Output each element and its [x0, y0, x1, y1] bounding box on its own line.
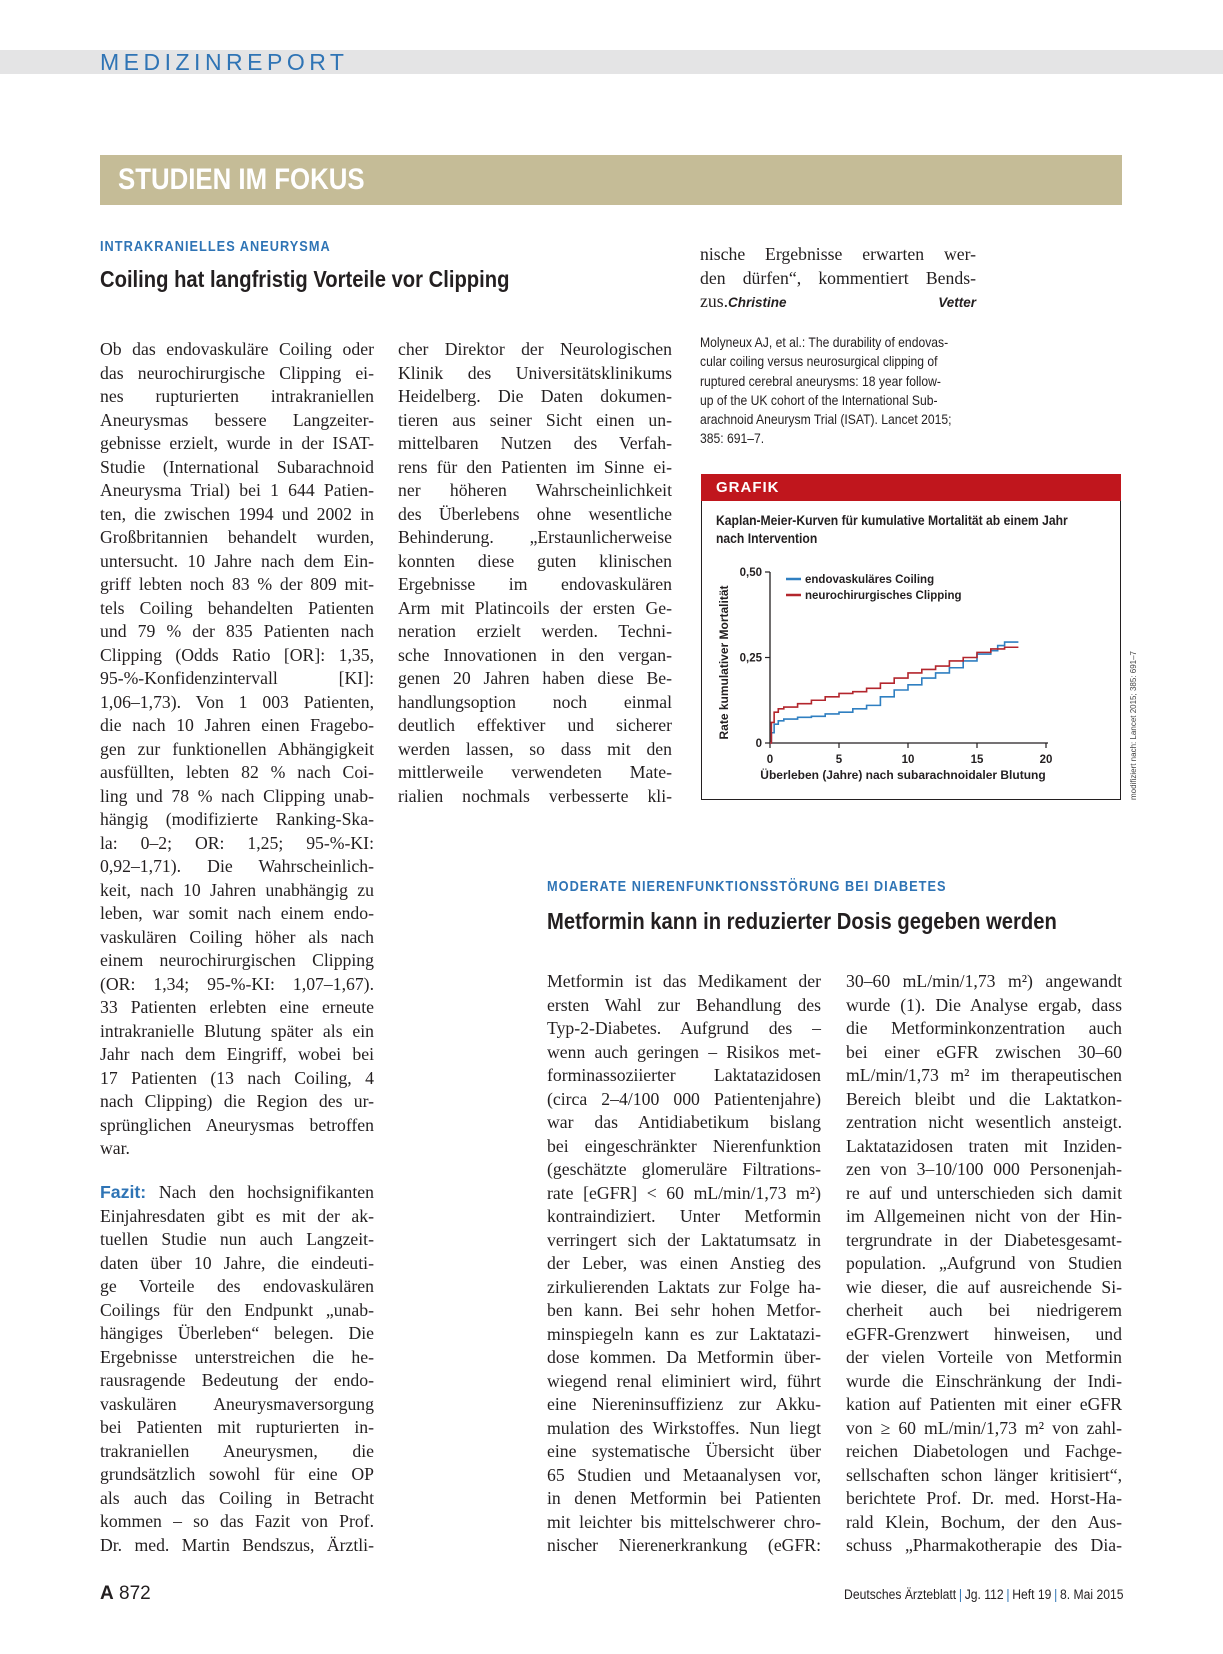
text-line: rate [eGFR] < 60 mL/min/1,73 m²) — [547, 1182, 821, 1203]
text-line: Ob das endovaskuläre Coiling oder — [100, 339, 374, 359]
article2-kicker: MODERATE NIERENFUNKTIONSSTÖRUNG BEI DIABETES — [547, 878, 947, 895]
text-line: la: 0–2; OR: 1,25; 95-%-KI: — [100, 832, 374, 853]
text-line: des Überlebens ohne wesentliche — [398, 503, 672, 524]
text-line: 0,92–1,71). Die Wahrscheinlich- — [100, 856, 374, 876]
legend-label: neurochirurgisches Clipping — [805, 590, 962, 602]
kaplan-meier-chart — [701, 545, 1121, 795]
legend-label: endovaskuläres Coiling — [805, 574, 935, 586]
text-line: tergrundrate in der Diabetesgesamt- — [846, 1229, 1122, 1250]
text-line: cher Direktor der Neurologischen — [398, 339, 672, 359]
text-line: kontraindiziert. Unter Metformin — [547, 1206, 821, 1226]
text-line: konnten diese guten klinischen — [398, 550, 672, 571]
text-line: cherheit auch bei niedrigerem — [846, 1300, 1122, 1320]
text-line: wie dieser, die auf ausreichende Si- — [846, 1276, 1122, 1297]
chart-label: GRAFIK — [716, 479, 780, 496]
text-line: ner höheren Wahrscheinlichkeit — [398, 480, 672, 500]
text-line: vaskulären Aneurysmaversorgung — [100, 1393, 374, 1414]
text-line: zentration nicht wesentlich ansteigt. — [846, 1112, 1122, 1132]
text-line: hängiges Überleben“ belegen. Die — [100, 1323, 374, 1343]
text-line: mulation des Wirkstoffes. Nun liegt — [547, 1417, 821, 1438]
y-axis-label: Rate kumulativer Mortalität — [717, 585, 731, 740]
text-line: kommen – so das Fazit von Prof. — [100, 1511, 374, 1531]
text-line: minspiegeln kann es zur Laktatazi- — [547, 1323, 821, 1344]
reference — [700, 333, 976, 449]
text-line: tieren aus seiner Sicht einen un- — [398, 409, 672, 430]
text-line: Heidelberg. Die Daten dokumen- — [398, 386, 672, 406]
text-line: Aneurysma Trial) bei 1 644 Patien- — [100, 480, 374, 500]
text-line: nische Ergebnisse erwarten wer- — [700, 244, 976, 264]
reference-line: Molyneux AJ, et al.: The durability of endovas- — [700, 335, 949, 350]
page-number: A 872 — [100, 1583, 151, 1604]
text-line: vaskulären Coiling höher als nach — [100, 926, 374, 947]
text-line: rald Klein, Bochum, der den Aus- — [846, 1511, 1122, 1532]
text-line: 33 Patienten erlebten eine erneute — [100, 997, 374, 1017]
text-line: nach Clipping) die Region des ur- — [100, 1091, 374, 1111]
text-line: ten, die zwischen 1994 und 2002 in — [100, 503, 374, 524]
text-line: 1,06–1,73). Von 1 003 Patienten, — [100, 691, 374, 712]
x-tick-label: 0 — [766, 754, 774, 766]
text-line: intrakranielle Blutung später als ein — [100, 1020, 374, 1041]
text-line: und 79 % der 835 Patienten nach — [100, 621, 374, 641]
text-line: war das Antidiabetikum bislang — [547, 1112, 821, 1132]
text-line: ge Vorteile des endovaskulären — [100, 1276, 374, 1296]
text-line: verringert sich der Laktatumsatz in — [547, 1229, 821, 1250]
y-tick-label: 0 — [755, 738, 762, 750]
text-line: rens für den Patienten im Sinne ei- — [398, 456, 672, 477]
text-line: sche Innovationen in den vergan- — [398, 644, 672, 665]
fazit-label: Fazit: — [100, 1182, 147, 1202]
article1-column-2 — [398, 338, 672, 808]
text-line: bei eingeschränkter Nierenfunktion — [547, 1135, 821, 1156]
y-tick-label: 0,25 — [739, 652, 762, 665]
x-tick-label: 20 — [1039, 754, 1053, 766]
reference-line: up of the UK cohort of the International Sub- — [700, 392, 938, 408]
text-line: Typ-2-Diabetes. Aufgrund des – — [547, 1018, 821, 1038]
text-line: den dürfen“, kommentiert Bends- — [700, 267, 976, 288]
text-line: Jahr nach dem Eingriff, wobei bei — [100, 1044, 374, 1064]
text-line: 95-%-Konfidenzintervall [KI]: — [100, 668, 374, 688]
text-line: genen 20 Jahren haben diese Be- — [398, 668, 672, 688]
y-tick-label: 0,50 — [739, 567, 762, 579]
text-line: sellschaften schon länger kritisiert“, — [846, 1464, 1122, 1485]
text-line: Metformin ist das Medikament der — [547, 971, 821, 991]
article1-kicker: INTRAKRANIELLES ANEURYSMA — [100, 238, 331, 255]
text-line: 17 Patienten (13 nach Coiling, 4 — [100, 1067, 374, 1088]
article2-column-1 — [547, 970, 821, 1558]
text-line: mittelbaren Nutzen des Verfah- — [398, 433, 672, 453]
text-line: hängig (modifizierte Ranking-Ska- — [100, 809, 374, 829]
text-line: deutlich effektiver und sicherer — [398, 715, 672, 735]
text-line: eGFR-Grenzwert hinweisen, und — [846, 1323, 1122, 1344]
text-line: Klinik des Universitätsklinikums — [398, 362, 672, 383]
journal-info: Deutsches Ärzteblatt | Jg. 112 | Heft 19 | 8. Mai 2015 — [843, 1587, 1123, 1602]
text-line: (circa 2–4/100 000 Patientenjahre) — [547, 1088, 821, 1109]
text-line: bei Patienten mit rupturierten in- — [100, 1417, 374, 1437]
text-line: daten über 10 Jahre, die eindeuti- — [100, 1252, 374, 1273]
text-line: 30–60 mL/min/1,73 m²) angewandt — [846, 971, 1122, 991]
text-line: rialien nochmals verbesserte kli- — [398, 785, 672, 806]
text-line: untersucht. 10 Jahre nach dem Ein- — [100, 550, 374, 571]
text-line: berichtete Prof. Dr. med. Horst-Ha- — [846, 1488, 1122, 1508]
banner-title: STUDIEN IM FOKUS — [118, 163, 365, 196]
text-line: im Allgemeinen nicht von der Hin- — [846, 1206, 1122, 1226]
text-line: mL/min/1,73 m² im therapeutischen — [846, 1065, 1122, 1085]
text-line: keit, nach 10 Jahren unabhängig zu — [100, 879, 374, 900]
text-line: eine Niereninsuffizienz zur Akku- — [547, 1394, 821, 1414]
text-line: dose kommen. Da Metformin über- — [547, 1347, 821, 1367]
text-line: zen von 3–10/100 000 Personenjah- — [846, 1159, 1122, 1179]
text-line: Studie (International Subarachnoid — [100, 456, 374, 477]
text-line: mit leichter bis mittelschwerer chro- — [547, 1511, 821, 1532]
text-line: Ergebnisse im endovaskulären — [398, 574, 672, 594]
text-line: Dr. med. Martin Bendszus, Ärztli- — [100, 1534, 374, 1555]
text-line: Bereich bleibt und die Laktatkon- — [846, 1088, 1122, 1109]
text-line: Clipping (Odds Ratio [OR]: 1,35, — [100, 644, 374, 665]
text-line: gebnisse erzielt, wurde in der ISAT- — [100, 433, 374, 453]
text-line: Einjahresdaten gibt es mit der ak- — [100, 1205, 374, 1226]
text-line: ersten Wahl zur Behandlung des — [547, 994, 821, 1015]
text-line: Ergebnisse unterstreichen die he- — [100, 1346, 374, 1367]
text-line: Großbritannien behandelt wurden, — [100, 527, 374, 547]
text-line: nes rupturierten intrakraniellen — [100, 386, 374, 406]
text-line: wurde die Einschränkung der Indi- — [846, 1370, 1122, 1391]
text-line: wurde (1). Die Analyse ergab, dass — [846, 994, 1122, 1015]
text-line: ausfüllten, lebten 82 % nach Coi- — [100, 762, 374, 782]
x-tick-label: 10 — [901, 754, 915, 766]
text-line: Behinderung. „Erstaunlicherweise — [398, 527, 672, 547]
text-line: handlungsoption noch einmal — [398, 691, 672, 712]
text-line: tels Coiling behandelten Patienten — [100, 597, 374, 618]
article1-column-1 — [100, 338, 374, 1161]
text-line: (OR: 1,34; 95-%-KI: 1,07–1,67). — [100, 973, 374, 994]
text-line: die Metforminkonzentration auch — [846, 1018, 1122, 1038]
text-line: von ≥ 60 mL/min/1,73 m² von zahl- — [846, 1417, 1122, 1438]
article1-headline: Coiling hat langfristig Vorteile vor Clipping — [100, 266, 510, 292]
text-line: re auf und unterschieden sich damit — [846, 1182, 1122, 1203]
chart-title: Kaplan-Meier-Kurven für kumulative Mortalität ab einem Jahr nach Intervention — [716, 513, 1068, 546]
text-line: trakraniellen Aneurysmen, die — [100, 1440, 374, 1461]
text-line: tuellen Studie nun auch Langzeit- — [100, 1229, 374, 1249]
article1-column-3 — [700, 243, 976, 290]
text-line: Laktatazidosen traten mit Inziden- — [846, 1135, 1122, 1156]
text-line: kation auf Patienten mit einer eGFR — [846, 1394, 1122, 1414]
reference-line: cular coiling versus neurosurgical clipping of — [700, 354, 938, 370]
text-line: griff lebten noch 83 % der 809 mit- — [100, 574, 374, 594]
text-line: der vielen Vorteile von Metformin — [846, 1347, 1122, 1367]
text-line: (geschätzte glomeruläre Filtrations- — [547, 1159, 821, 1179]
text-line: gen zur funktionellen Abhängigkeit — [100, 738, 374, 759]
series-line-coiling — [770, 642, 1018, 743]
text-line: eine systematische Übersicht über — [547, 1441, 821, 1461]
text-line: nischer Nierenerkrankung (eGFR: — [547, 1535, 821, 1555]
reference-line: arachnoid Aneurysm Trial (ISAT). Lancet 2015; — [700, 412, 952, 428]
text-line: neration erzielt werden. Techni- — [398, 621, 672, 641]
x-tick-label: 15 — [970, 754, 984, 766]
text-line: ben kann. Bei sehr hohen Metfor- — [547, 1300, 821, 1320]
text-line: leben, war somit nach einem endo- — [100, 903, 374, 923]
text-line: bei einer eGFR zwischen 30–60 — [846, 1041, 1122, 1062]
reference-line: 385: 691–7. — [700, 431, 765, 447]
text-line: forminassoziierter Laktatazidosen — [547, 1065, 821, 1085]
text-line: reichen Diabetologen und Fachge- — [846, 1441, 1122, 1461]
text-line: Aneurysmas bessere Langzeiter- — [100, 409, 374, 430]
text-line: Coilings für den Endpunkt „unab- — [100, 1299, 374, 1320]
text-line: population. „Aufgrund von Studien — [846, 1253, 1122, 1273]
text-line: grundsätzlich sowohl für eine OP — [100, 1464, 374, 1484]
text-line: ling und 78 % nach Clipping unab- — [100, 785, 374, 806]
x-axis-label: Überleben (Jahre) nach subarachnoidaler Blutung — [760, 768, 1046, 782]
article2-headline: Metformin kann in reduzierter Dosis gegeben werden — [547, 908, 1057, 934]
x-tick-label: 5 — [835, 754, 843, 766]
article1-byline: zus.Christine Vetter — [700, 291, 976, 311]
text-line: war. — [100, 1138, 130, 1158]
section-label: MEDIZINREPORT — [100, 49, 349, 75]
article2-column-2 — [846, 970, 1122, 1558]
text-line: werden lassen, so dass mit den — [398, 738, 672, 759]
text-line: schuss „Pharmakotherapie des Dia- — [846, 1535, 1122, 1555]
text-line: zirkulierenden Laktats zur Folge ha- — [547, 1276, 821, 1297]
text-line: als auch das Coiling in Betracht — [100, 1487, 374, 1508]
text-line: wiegend renal eliminiert wird, führt — [547, 1370, 821, 1391]
source-note: modifiziert nach: Lancet 2015; 385: 691–7 — [1129, 651, 1138, 800]
author: Christine Vetter — [728, 295, 976, 310]
article1-fazit: Fazit: Nach den hochsignifikanten Einjahresdaten gibt es mit der ak- tuellen Studie nun auch Langzeit- daten über 10 Jahre, die eindeuti- ge Vorteile des endovaskulären Coilings für den Endpunkt „unab- hängiges Überleben“ belegen. Die Ergebnisse unterstreichen die he- rausragende Bedeutung der endo- vaskulären Aneurysmaversorgung bei Patienten mit rupturierten in- trakraniellen Aneurysmen, die grundsätzlich sowohl für eine OP als auch das Coiling in Betracht kommen – so das Fazit von Prof. Dr. med. Martin Bendszus, Ärztli- — [100, 1181, 374, 1557]
text-line: mittlerweile verwendeten Mate- — [398, 762, 672, 782]
text-line: einem neurochirurgischen Clipping — [100, 950, 374, 970]
text-line: das neurochirurgische Clipping ei- — [100, 362, 374, 383]
text-line: rausragende Bedeutung der endo- — [100, 1370, 374, 1390]
reference-line: ruptured cerebral aneurysms: 18 year follow- — [700, 373, 941, 389]
text-line: Arm mit Platincoils der ersten Ge- — [398, 597, 672, 618]
text-line: wenn auch geringen – Risikos met- — [547, 1041, 821, 1062]
text-line: sprünglichen Aneurysmas betroffen — [100, 1114, 374, 1135]
text-line: 65 Studien und Metaanalysen vor, — [547, 1464, 821, 1485]
text-line: die nach 10 Jahren einen Fragebo- — [100, 715, 374, 735]
text-line: in denen Metformin bei Patienten — [547, 1488, 821, 1508]
text-line: der Leber, was einen Anstieg des — [547, 1253, 821, 1273]
